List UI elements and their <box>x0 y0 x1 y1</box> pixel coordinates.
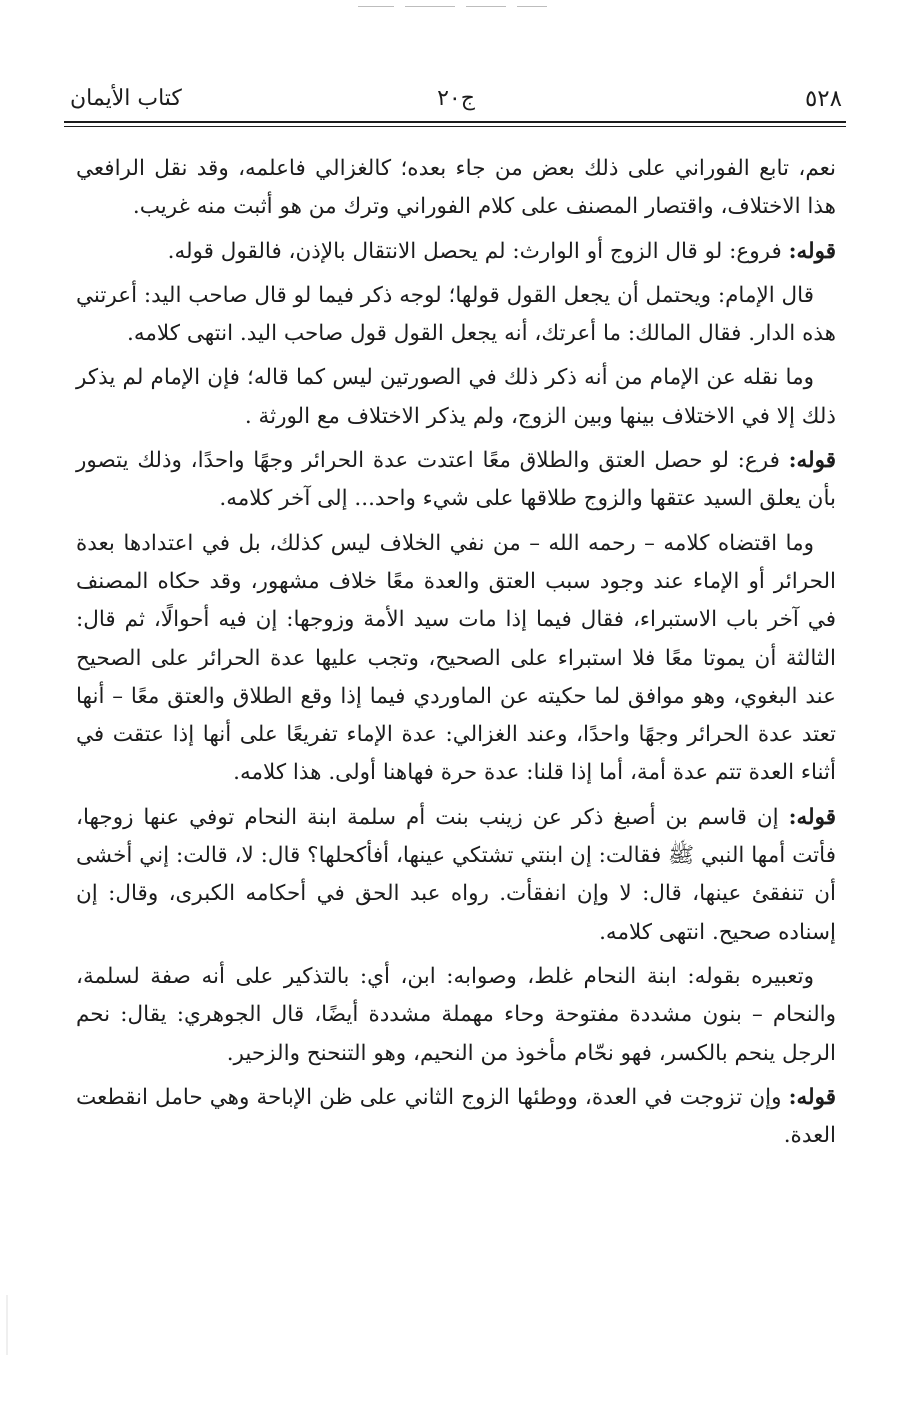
paragraph-4 <box>76 359 836 436</box>
quote-keyword: قوله: <box>788 238 836 264</box>
paragraph-text: وإن تزوجت في العدة، ووطئها الزوج الثاني على ظن الإباحة وهي حامل انقطعت العدة. <box>76 1084 836 1149</box>
quote-keyword: قوله: <box>788 804 836 830</box>
volume-label: ج٢٠ <box>437 86 475 111</box>
paragraph-text: نعم، تابع الفوراني على ذلك بعض من جاء بعده؛ كالغزالي فاعلمه، وقد نقل الرافعي هذا الاختلاف، واقتصار المصنف على كلام الفوراني وترك من هو أثبت منه غريب. <box>76 156 836 220</box>
paragraph-2 <box>76 233 836 271</box>
page-body <box>76 150 836 1161</box>
header-rule-thin <box>64 126 846 127</box>
page-number: ٥٢٨ <box>804 86 842 112</box>
scan-top-marks <box>0 4 914 12</box>
paragraph-text: وما نقله عن الإمام من أنه ذكر ذلك في الصورتين ليس كما قاله؛ فإن الإمام لم يذكر ذلك إلا في الاختلاف بينها وبين الزوج، ولم يذكر الاختلاف مع الورثة . <box>76 365 836 429</box>
paragraph-text: وما اقتضاه كلامه – رحمه الله – من نفي الخلاف ليس كذلك، بل في اعتدادها بعدة الحرائر أو الإماء عند وجود سبب العتق والعدة معًا خلاف مشهور، وقد حكاه المصنف في آخر باب الاستبراء، فقال فيما إذا مات سيد الأمة وزوجها: إن فيه أحوالًا، ثم قال: الثالثة أن يموتا معًا فلا استبراء على الصحيح، وتجب عليها عدة الحرائر على الصحيح عند البغوي، وهو موافق لما حكيته عن الماوردي فيما إذا وقع الطلاق والعتق معًا – أنها تعتد عدة الحرائر وجهًا واحدًا، وعند الغزالي: عدة الإماء تفريعًا على أنها إذا عتقت في أثناء العدة تتم عدة أمة، أما إذا قلنا: عدة حرة فهاهنا أولى. هذا كلامه. <box>76 530 836 786</box>
header-rule-thick <box>64 121 846 123</box>
paragraph-text: فرع: لو حصل العتق والطلاق معًا اعتدت عدة الحرائر وجهًا واحدًا، وذلك يتصور بأن يعلق السيد عتقها والزوج طلاقها على شيء واحد... إلى آخر كلامه. <box>76 448 836 512</box>
page-header <box>70 84 842 118</box>
paragraph-5 <box>76 442 836 519</box>
quote-keyword: قوله: <box>788 448 836 474</box>
paragraph-text: إن قاسم بن أصبغ ذكر عن زينب بنت أم سلمة ابنة النحام توفي عنها زوجها، فأتت أمها النبي ﷺ فقالت: إن ابنتي تشتكي عينها، أفأكحلها؟ قال: لا، قالت: إني أخشى أن تنفقئ عينها، قال: لا وإن انفقأت. رواه عبد الحق في أحكامه الكبرى، وقال: إن إسناده صحيح. انتهى كلامه. <box>76 804 836 945</box>
scan-margin-mark <box>6 1295 8 1355</box>
paragraph-text: فروع: لو قال الزوج أو الوارث: لم يحصل الانتقال بالإذن، فالقول قوله. <box>167 238 789 264</box>
quote-keyword: قوله: <box>788 1084 836 1110</box>
paragraph-3 <box>76 277 836 354</box>
paragraph-text: وتعبيره بقوله: ابنة النحام غلط، وصوابه: ابن، أي: بالتذكير على أنه صفة لسلمة، والنحام – بنون مشددة مفتوحة وحاء مهملة مشددة أيضًا، قال الجوهري: يقال: نحم الرجل ينحم بالكسر، فهو نحّام مأخوذ من النحيم، وهو التنحنح والزحير. <box>76 963 836 1066</box>
book-title: كتاب الأيمان <box>70 86 182 111</box>
paragraph-text: قال الإمام: ويحتمل أن يجعل القول قولها؛ لوجه ذكر فيما لو قال صاحب اليد: أعرتني هذه الدار. فقال المالك: ما أعرتك، أنه يجعل القول قول صاحب اليد. انتهى كلامه. <box>76 282 836 347</box>
paragraph-6 <box>76 525 836 793</box>
paragraph-7 <box>76 799 836 952</box>
paragraph-1 <box>76 150 836 227</box>
paragraph-8 <box>76 958 836 1073</box>
paragraph-9 <box>76 1079 836 1156</box>
